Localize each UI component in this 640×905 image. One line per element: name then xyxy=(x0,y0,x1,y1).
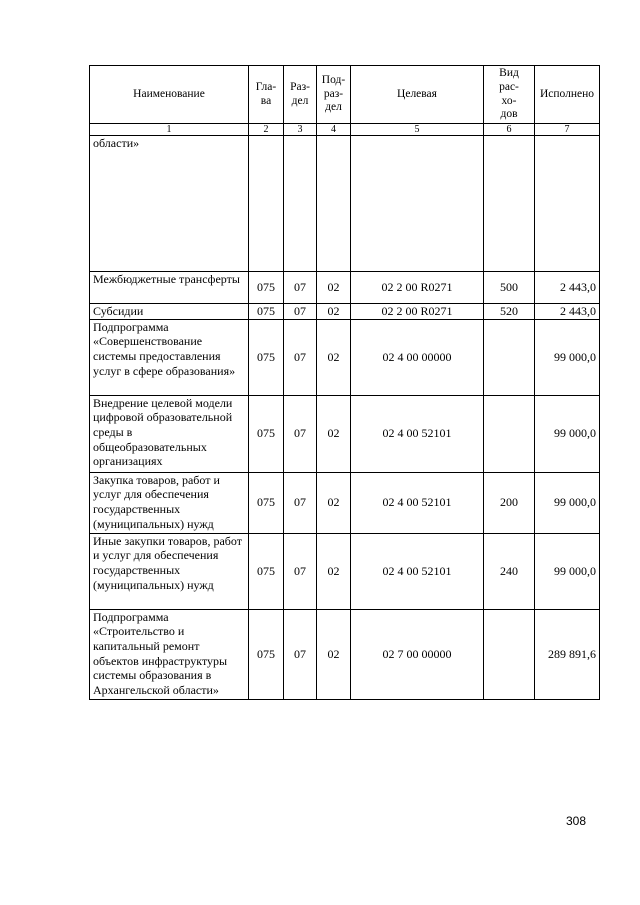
table-header-row xyxy=(90,66,600,124)
row-celevaya: 02 7 00 00000 xyxy=(351,609,484,699)
row-podrazdel: 02 xyxy=(317,609,351,699)
row-ispolneno: 99 000,0 xyxy=(535,395,600,472)
row-name: Закупка товаров, работ и услуг для обеспечения государственных (муниципальных) нужд xyxy=(90,472,249,533)
row-glava: 075 xyxy=(249,472,284,533)
row-ispolneno: 99 000,0 xyxy=(535,533,600,609)
row-razdel: 07 xyxy=(284,533,317,609)
row-razdel: 07 xyxy=(284,609,317,699)
table-row xyxy=(90,395,600,472)
row-celevaya: 02 4 00 52101 xyxy=(351,472,484,533)
row-glava: 075 xyxy=(249,319,284,395)
row-vid xyxy=(484,609,535,699)
header-name: Наименование xyxy=(90,66,249,124)
row-celevaya: 02 2 00 R0271 xyxy=(351,304,484,320)
column-number: 5 xyxy=(351,124,484,136)
row-vid xyxy=(484,319,535,395)
row-vid: 240 xyxy=(484,533,535,609)
row-name: Иные закупки товаров, работ и услуг для обеспечения государственных (муниципальных) нужд xyxy=(90,533,249,609)
row-razdel: 07 xyxy=(284,395,317,472)
table-row xyxy=(90,319,600,395)
row-glava xyxy=(249,136,284,272)
header-glava: Гла- ва xyxy=(249,66,284,124)
table-row xyxy=(90,304,600,320)
row-razdel: 07 xyxy=(284,319,317,395)
row-podrazdel: 02 xyxy=(317,319,351,395)
row-vid xyxy=(484,395,535,472)
row-ispolneno: 99 000,0 xyxy=(535,319,600,395)
budget-execution-table xyxy=(89,65,600,700)
row-ispolneno: 289 891,6 xyxy=(535,609,600,699)
column-number: 3 xyxy=(284,124,317,136)
row-vid: 500 xyxy=(484,272,535,304)
row-celevaya: 02 4 00 00000 xyxy=(351,319,484,395)
row-ispolneno: 99 000,0 xyxy=(535,472,600,533)
table-row xyxy=(90,472,600,533)
table-row xyxy=(90,136,600,272)
row-glava: 075 xyxy=(249,609,284,699)
row-name: Межбюджетные трансферты xyxy=(90,272,249,304)
table-row xyxy=(90,533,600,609)
row-ispolneno: 2 443,0 xyxy=(535,304,600,320)
row-name: Внедрение целевой модели цифровой образовательной среды в общеобразовательных организациях xyxy=(90,395,249,472)
row-celevaya: 02 2 00 R0271 xyxy=(351,272,484,304)
row-podrazdel: 02 xyxy=(317,395,351,472)
row-ispolneno: 2 443,0 xyxy=(535,272,600,304)
row-podrazdel: 02 xyxy=(317,304,351,320)
column-number-row xyxy=(90,124,600,136)
page-number: 308 xyxy=(566,814,587,828)
table-row xyxy=(90,272,600,304)
row-glava: 075 xyxy=(249,304,284,320)
row-name: Подпрограмма «Совершенствование системы предоставления услуг в сфере образования» xyxy=(90,319,249,395)
row-celevaya xyxy=(351,136,484,272)
row-glava: 075 xyxy=(249,272,284,304)
column-number: 7 xyxy=(535,124,600,136)
row-vid xyxy=(484,136,535,272)
row-name: Субсидии xyxy=(90,304,249,320)
row-ispolneno xyxy=(535,136,600,272)
table-row xyxy=(90,609,600,699)
header-celevaya: Целевая xyxy=(351,66,484,124)
row-podrazdel xyxy=(317,136,351,272)
row-razdel: 07 xyxy=(284,304,317,320)
header-razdel: Раз- дел xyxy=(284,66,317,124)
row-podrazdel: 02 xyxy=(317,272,351,304)
header-vid-raskhodov: Вид рас- хо- дов xyxy=(484,66,535,124)
row-vid: 520 xyxy=(484,304,535,320)
column-number: 6 xyxy=(484,124,535,136)
row-glava: 075 xyxy=(249,395,284,472)
row-name: Подпрограмма «Строительство и капитальный ремонт объектов инфраструктуры системы образования в Архангельской области» xyxy=(90,609,249,699)
row-razdel xyxy=(284,136,317,272)
row-name: области» xyxy=(90,136,249,272)
column-number: 1 xyxy=(90,124,249,136)
row-razdel: 07 xyxy=(284,472,317,533)
header-ispolneno: Исполнено xyxy=(535,66,600,124)
row-podrazdel: 02 xyxy=(317,533,351,609)
row-vid: 200 xyxy=(484,472,535,533)
row-razdel: 07 xyxy=(284,272,317,304)
row-celevaya: 02 4 00 52101 xyxy=(351,395,484,472)
row-celevaya: 02 4 00 52101 xyxy=(351,533,484,609)
row-podrazdel: 02 xyxy=(317,472,351,533)
column-number: 2 xyxy=(249,124,284,136)
header-podrazdel: Под- раз- дел xyxy=(317,66,351,124)
column-number: 4 xyxy=(317,124,351,136)
row-glava: 075 xyxy=(249,533,284,609)
